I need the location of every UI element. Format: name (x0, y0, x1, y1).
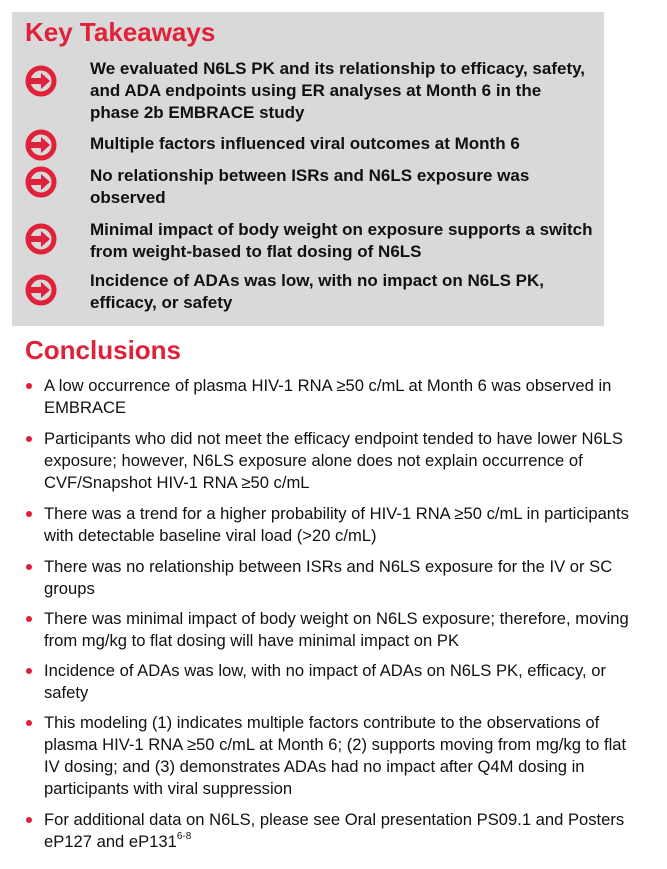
conclusion-text: This modeling (1) indicates multiple factors contribute to the observations of plasma HIV-1 RNA ≥50 c/mL at Month 6; (2) supports moving from mg/kg to flat IV dosing; and (3) demonstrates ADAs had no impact after Q4M dosing in participants with viral suppression (44, 713, 627, 798)
key-takeaways-title: Key Takeaways (25, 17, 216, 47)
conclusions-title: Conclusions (25, 335, 182, 365)
takeaway-text: We evaluated N6LS PK and its relationship to efficacy, safety, and ADA endpoints using ER analyses at Month 6 in the phase 2b EMBRACE study (90, 59, 586, 122)
takeaway-text: Minimal impact of body weight on exposure supports a switch from weight-based to flat dosing of N6LS (90, 220, 593, 261)
arrow-circle-icon (24, 64, 58, 98)
takeaway-text: Incidence of ADAs was low, with no impact on N6LS PK, efficacy, or safety (90, 271, 545, 312)
bullet-icon (26, 817, 32, 823)
arrow-circle-icon (24, 273, 58, 307)
arrow-circle-icon (24, 165, 58, 199)
conclusion-text: There was minimal impact of body weight on N6LS exposure; therefore, moving from mg/kg to flat dosing will have minimal impact on PK (44, 609, 629, 650)
bullet-icon (26, 720, 32, 726)
conclusion-text: There was a trend for a higher probability of HIV-1 RNA ≥50 c/mL in participants with detectable baseline viral load (>20 c/mL) (44, 504, 629, 545)
conclusion-text-additional (44, 809, 644, 853)
additional-data-text: For additional data on N6LS, please see Oral presentation PS09.1 and Posters eP127 and eP131 (44, 810, 625, 851)
reference-superscript: 6-8 (176, 831, 192, 843)
bullet-icon (26, 511, 32, 517)
bullet-icon (26, 616, 32, 622)
arrow-circle-icon (24, 128, 58, 162)
conclusion-text: There was no relationship between ISRs and N6LS exposure for the IV or SC groups (44, 557, 613, 598)
conclusion-text: A low occurrence of plasma HIV-1 RNA ≥50 c/mL at Month 6 was observed in EMBRACE (44, 376, 612, 417)
arrow-circle-icon (24, 222, 58, 256)
takeaway-text: Multiple factors influenced viral outcomes at Month 6 (90, 134, 520, 153)
bullet-icon (26, 436, 32, 442)
conclusion-text: Incidence of ADAs was low, with no impact of ADAs on N6LS PK, efficacy, or safety (44, 661, 606, 702)
conclusion-text: Participants who did not meet the efficacy endpoint tended to have lower N6LS exposure; however, N6LS exposure alone does not explain occurrence of CVF/Snapshot HIV-1 RNA ≥50 c/mL (44, 429, 623, 492)
bullet-icon (26, 383, 32, 389)
bullet-icon (26, 668, 32, 674)
takeaway-text: No relationship between ISRs and N6LS exposure was observed (90, 166, 530, 207)
bullet-icon (26, 564, 32, 570)
